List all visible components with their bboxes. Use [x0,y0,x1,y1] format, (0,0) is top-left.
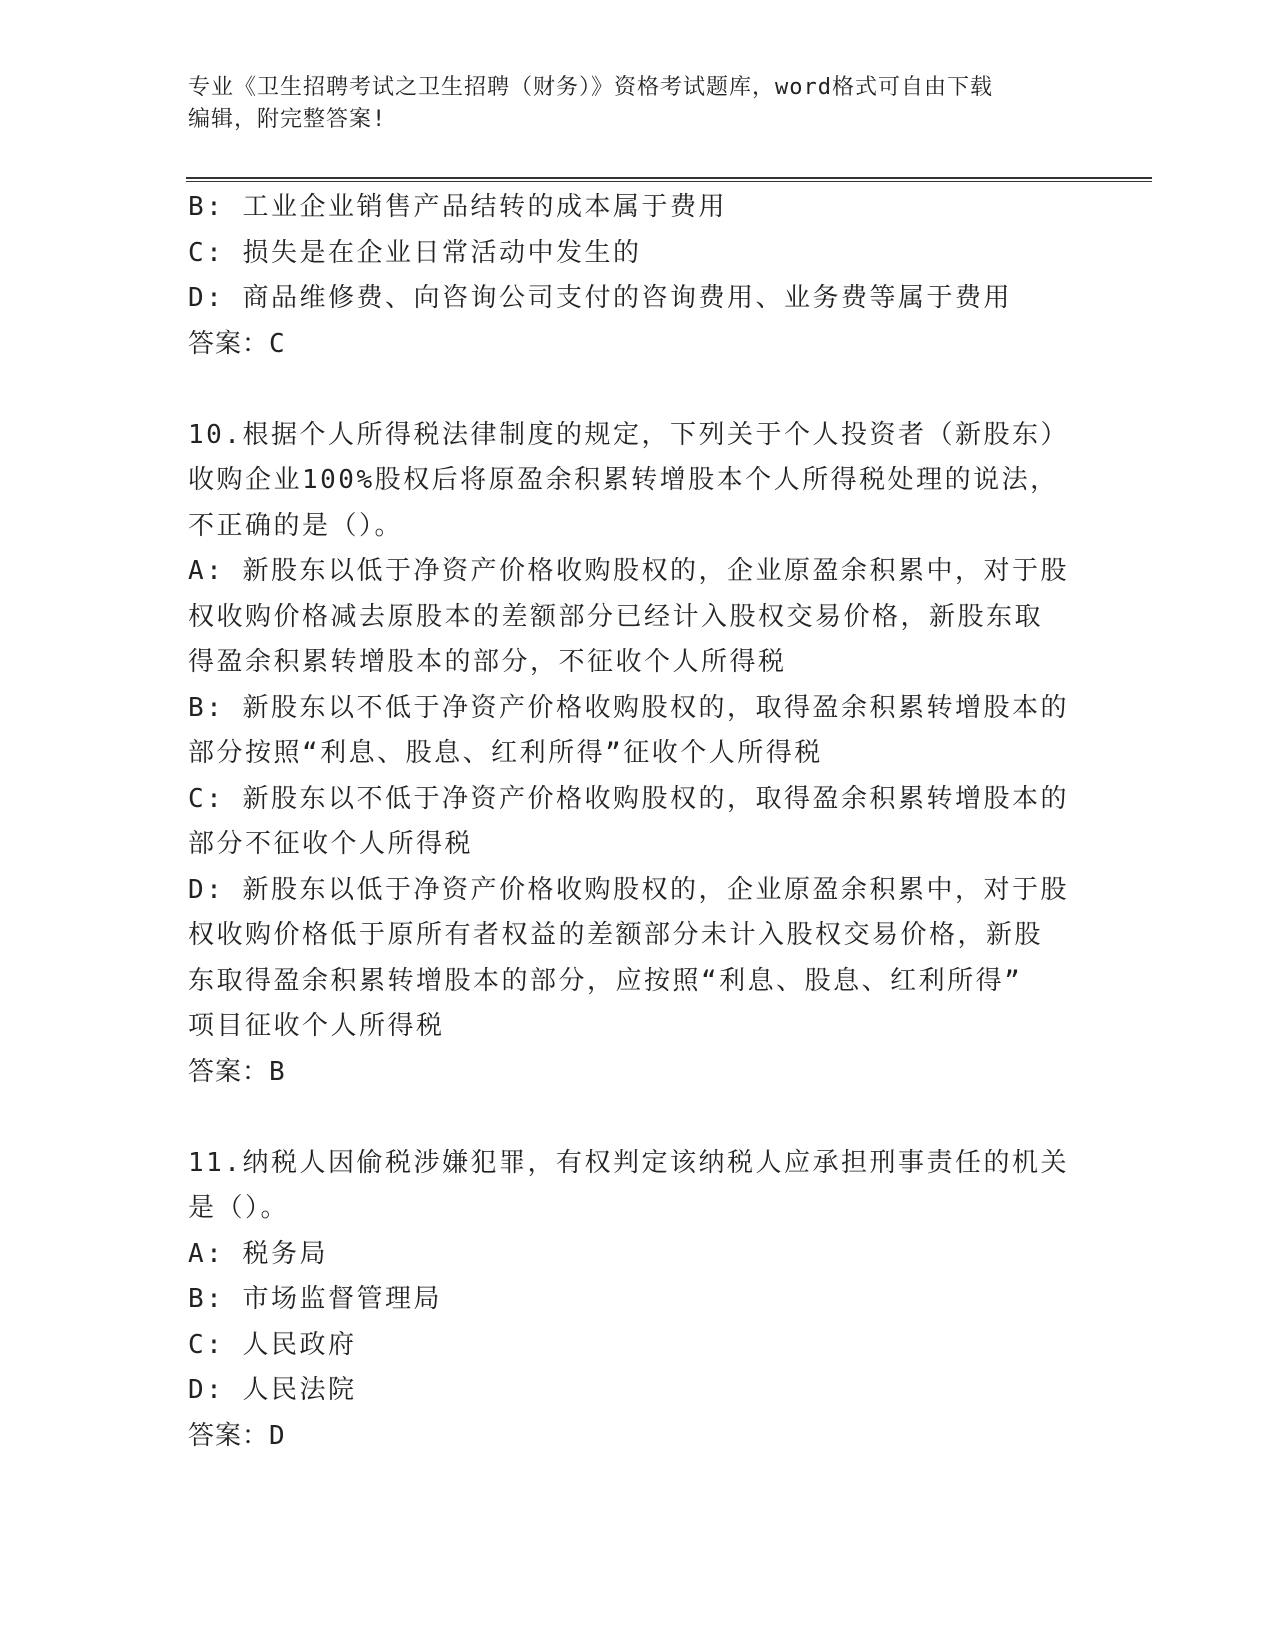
header-line-2: 编辑，附完整答案! [188,107,387,132]
q10-option-c-line-1: C: 新股东以不低于净资产价格收购股权的，取得盈余积累转增股本的 [188,783,1069,814]
q11-stem-line-2: 是（）。 [188,1193,290,1223]
q11-option-a: A: 税务局 [188,1238,328,1269]
q10-option-d-line-2: 权收购价格低于原所有者权益的差额部分未计入股权交易价格，新股 [188,920,1044,950]
q10-option-d-line-3: 东取得盈余积累转增股本的部分，应按照“利息、股息、红利所得” [188,965,1023,996]
q11-option-c: C: 人民政府 [188,1329,357,1360]
q10-option-b-line-1: B: 新股东以不低于净资产价格收购股权的，取得盈余积累转增股本的 [188,692,1069,723]
q9-option-c: C: 损失是在企业日常活动中发生的 [188,237,642,268]
q10-option-d-line-4: 项目征收个人所得税 [188,1011,445,1041]
question-11 [188,1141,1088,1460]
question-gap [188,367,1088,413]
q11-stem-line-1: 11.纳税人因偷税涉嫌犯罪，有权判定该纳税人应承担刑事责任的机关 [188,1147,1069,1178]
document-header [188,72,1068,136]
q9-option-b: B: 工业企业销售产品结转的成本属于费用 [188,192,727,222]
q10-option-a-line-1: A: 新股东以低于净资产价格收购股权的，企业原盈余积累中，对于股 [188,556,1069,586]
question-gap [188,1095,1088,1141]
q10-option-d-line-1: D: 新股东以低于净资产价格收购股权的，企业原盈余积累中，对于股 [188,874,1069,905]
q11-answer: 答案：D [188,1420,286,1451]
header-divider [186,177,1152,182]
q10-option-a-line-2: 权收购价格减去原股本的差额部分已经计入股权交易价格，新股东取 [188,601,1044,632]
q9-answer: 答案：C [188,328,286,359]
q10-stem-line-1: 10.根据个人所得税法律制度的规定，下列关于个人投资者（新股东） [188,419,1069,450]
q11-option-b: B: 市场监督管理局 [188,1284,442,1314]
header-line-1: 专业《卫生招聘考试之卫生招聘（财务）》资格考试题库，word格式可自由下载 [188,75,993,100]
question-9 [188,185,1088,367]
q10-option-b-line-2: 部分按照“利息、股息、红利所得”征收个人所得税 [188,738,823,768]
question-content [188,185,1088,1459]
question-10 [188,413,1088,1096]
q10-answer: 答案：B [188,1056,286,1087]
q9-option-d: D: 商品维修费、向咨询公司支付的咨询费用、业务费等属于费用 [188,283,1012,313]
q10-stem-line-2: 收购企业100%股权后将原盈余积累转增股本个人所得税处理的说法， [188,465,1059,495]
q10-stem-line-3: 不正确的是（）。 [188,510,404,541]
q10-option-a-line-3: 得盈余积累转增股本的部分，不征收个人所得税 [188,647,787,677]
q11-option-d: D: 人民法院 [188,1375,357,1405]
q10-option-c-line-2: 部分不征收个人所得税 [188,829,474,859]
